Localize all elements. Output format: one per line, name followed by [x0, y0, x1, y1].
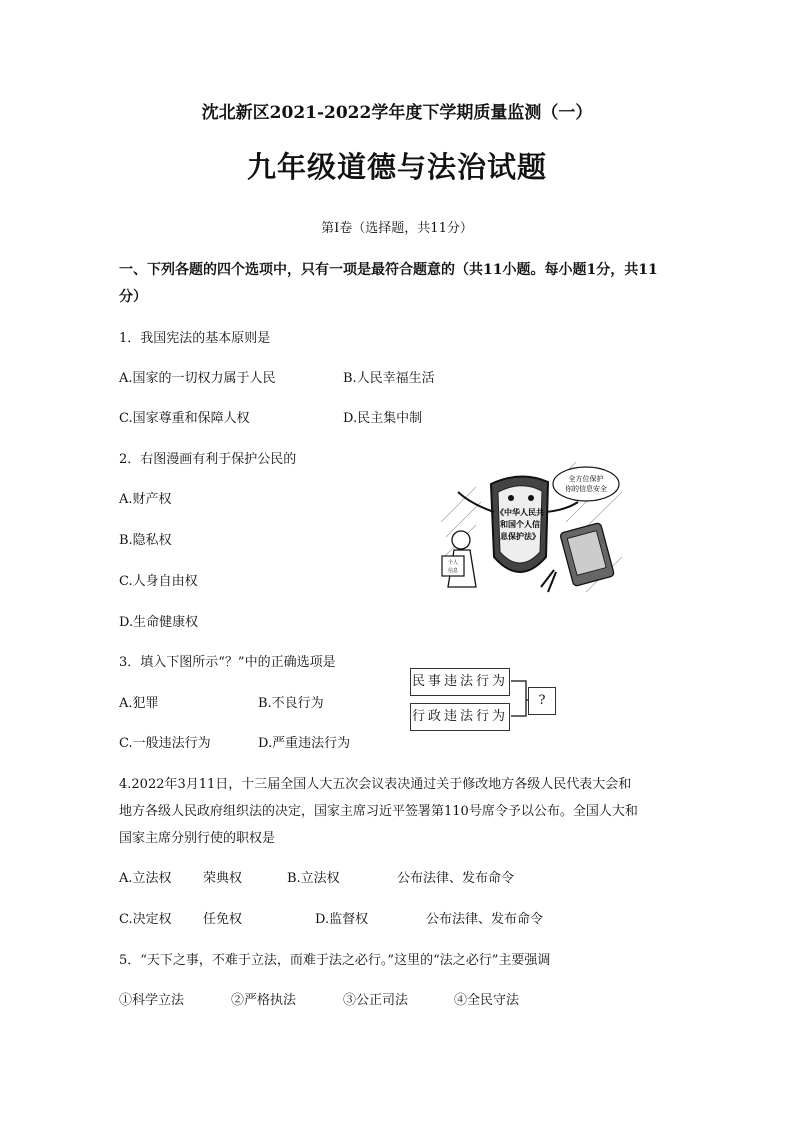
q1-option-b: B.人民幸福生活	[343, 371, 435, 386]
q5-option-1: ①科学立法	[119, 993, 185, 1008]
privacy-law-cartoon	[436, 462, 622, 602]
q4-stem-line3: 国家主席分别行使的职权是	[119, 831, 276, 846]
q5-option-4: ④全民守法	[454, 993, 520, 1008]
q5-option-3: ③公正司法	[343, 993, 409, 1008]
q1-option-a: A.国家的一切权力属于人民	[119, 371, 276, 386]
q4-option-b: B.立法权	[287, 871, 340, 886]
q2-option-b: B.隐私权	[119, 533, 172, 548]
q4-stem-line2: 地方各级人民政府组织法的决定，国家主席习近平签署第110号席令予以公布。全国人大和	[119, 804, 638, 819]
q4-option-d-second: 公布法律、发布命令	[426, 912, 544, 927]
q3-option-c: C.一般违法行为	[119, 736, 211, 751]
bubble-text-2: 你的信息安全	[565, 485, 607, 493]
q4-option-d: D.监督权	[315, 912, 369, 927]
q3-stem: 3．填入下图所示“？”中的正确选项是	[119, 655, 336, 670]
q4-option-c: C.决定权	[119, 912, 172, 927]
speech-bubble	[553, 467, 619, 501]
sign-text-1: 个人	[447, 560, 459, 566]
bubble-text-1: 全方位保护	[568, 475, 604, 483]
q1-stem: 1．我国宪法的基本原则是	[119, 331, 271, 346]
q5-option-2: ②严格执法	[231, 993, 297, 1008]
diagram-question-box: ?	[528, 687, 556, 715]
section-instructions-line1: 一、下列各题的四个选项中，只有一项是最符合题意的（共11小题。每小题1分，共11	[119, 262, 658, 278]
q4-stem-line1: 4.2022年3月11日，十三届全国人大五次会议表决通过关于修改地方各级人民代表大会和	[119, 777, 632, 792]
q1-option-c: C.国家尊重和保障人权	[119, 411, 250, 426]
q4-option-c-second: 任免权	[203, 912, 243, 927]
diagram-box-civil: 民事违法行为	[410, 668, 510, 696]
q2-option-c: C.人身自由权	[119, 574, 198, 589]
diagram-box-administrative: 行政违法行为	[410, 703, 510, 731]
q4-option-b-second: 公布法律、发布命令	[397, 871, 515, 886]
q1-option-d: D.民主集中制	[343, 411, 423, 426]
sign-text-2: 信息	[447, 568, 459, 574]
q3-option-a: A.犯罪	[119, 696, 159, 711]
q2-option-a: A.财产权	[119, 492, 172, 507]
shield-text-1: 《中华人民共	[496, 508, 544, 517]
q3-option-d: D.严重违法行为	[258, 736, 351, 751]
q2-stem: 2．右图漫画有利于保护公民的	[119, 452, 297, 467]
exam-header: 沈北新区2021-2022学年度下学期质量监测（一）	[201, 103, 593, 123]
q4-option-a-second: 荣典权	[203, 871, 243, 886]
q4-option-a: A.立法权	[119, 871, 172, 886]
section-instructions-line2: 分）	[119, 289, 147, 305]
shield-text-3: 息保护法》	[500, 532, 540, 541]
q5-stem: 5．“天下之事，不难于立法，而难于法之必行。”这里的“法之必行”主要强调	[119, 953, 551, 968]
cartoon-illustration	[436, 462, 622, 602]
q2-option-d: D.生命健康权	[119, 615, 199, 630]
q3-option-b: B.不良行为	[258, 696, 324, 711]
section-subtitle: 第Ⅰ卷（选择题，共11分）	[321, 221, 473, 236]
exam-title: 九年级道德与法治试题	[246, 150, 547, 184]
shield-text-2: 和国个人信	[500, 520, 540, 529]
